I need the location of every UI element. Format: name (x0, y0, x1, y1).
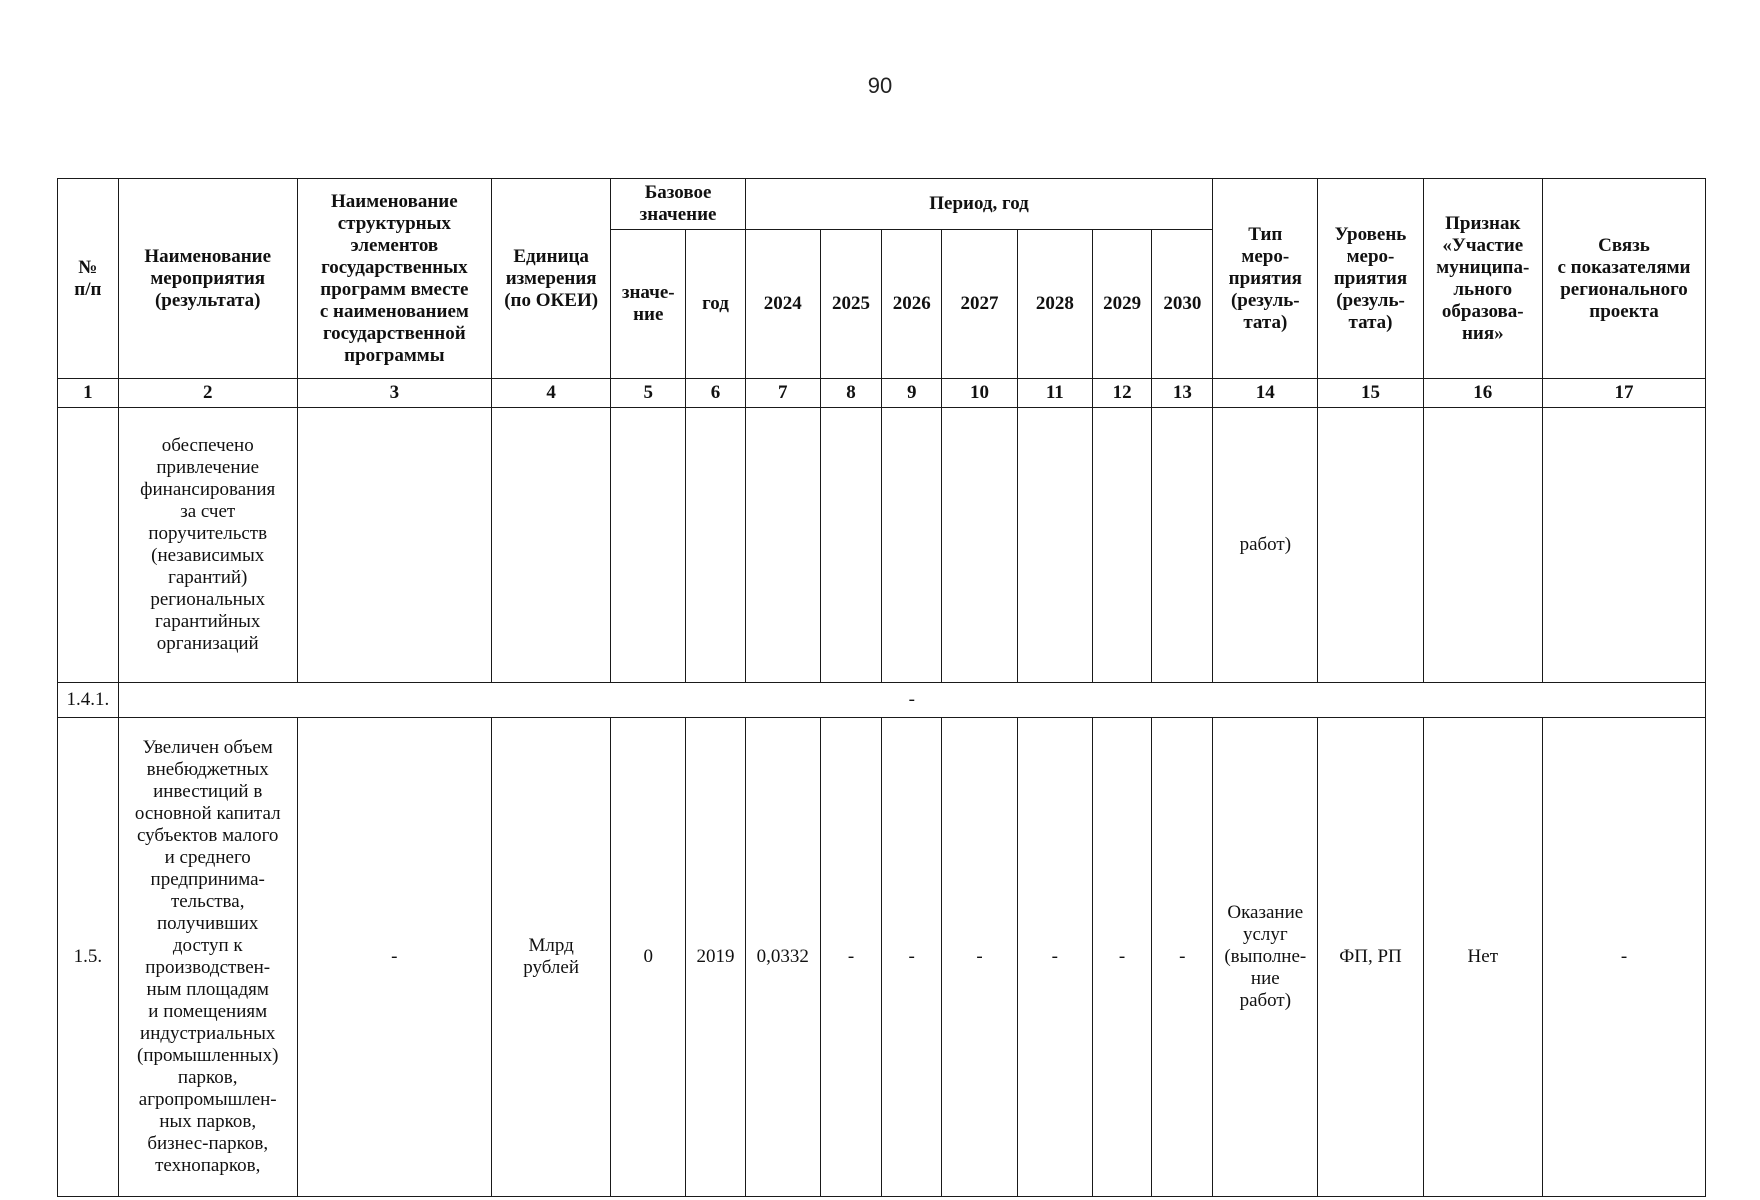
cell-2025 (820, 408, 882, 683)
cell-2024: 0,0332 (745, 718, 820, 1197)
cell-num: 1.4.1. (58, 683, 119, 718)
cell-feature: Нет (1423, 718, 1542, 1197)
header-year-2028: 2028 (1017, 230, 1092, 379)
cell-level (1318, 408, 1423, 683)
column-number: 17 (1542, 379, 1705, 408)
column-number: 1 (58, 379, 119, 408)
cell-2030: - (1152, 718, 1213, 1197)
table-row-1-4-1 (58, 683, 1706, 718)
header-base-year: год (686, 230, 746, 379)
column-number: 6 (686, 379, 746, 408)
column-number: 12 (1092, 379, 1152, 408)
header-link: Связь с показателями регионального проекта (1542, 179, 1705, 379)
cell-2028 (1017, 408, 1092, 683)
column-number: 15 (1318, 379, 1423, 408)
header-year-2029: 2029 (1092, 230, 1152, 379)
cell-2027: - (942, 718, 1018, 1197)
cell-base-value: 0 (611, 718, 686, 1197)
header-level: Уровень меро- приятия (резуль- тата) (1318, 179, 1423, 379)
table-row-continued (58, 408, 1706, 683)
header-year-2024: 2024 (745, 230, 820, 379)
header-type: Тип меро- приятия (резуль- тата) (1213, 179, 1318, 379)
cell-num (58, 408, 119, 683)
header-base: Базовое значение (611, 179, 746, 230)
header-base-value: значе- ние (611, 230, 686, 379)
cell-feature (1423, 408, 1542, 683)
header-name: Наименование мероприятия (результата) (118, 179, 297, 379)
column-number: 14 (1213, 379, 1318, 408)
cell-base-year (686, 408, 746, 683)
cell-2029 (1092, 408, 1152, 683)
cell-type: работ) (1213, 408, 1318, 683)
header-year-2025: 2025 (820, 230, 882, 379)
header-year-2030: 2030 (1152, 230, 1213, 379)
cell-unit (491, 408, 610, 683)
header-year-2027: 2027 (942, 230, 1018, 379)
header-unit: Единица измерения (по ОКЕИ) (491, 179, 610, 379)
column-number: 7 (745, 379, 820, 408)
header-period: Период, год (745, 179, 1212, 230)
cell-base-value (611, 408, 686, 683)
cell-2030 (1152, 408, 1213, 683)
column-number: 11 (1017, 379, 1092, 408)
cell-unit: Млрд рублей (491, 718, 610, 1197)
cell-structural (297, 408, 491, 683)
header-num: № п/п (58, 179, 119, 379)
cell-name: Увеличен объем внебюджетных инвестиций в основной капитал субъектов малого и среднего предпринима- тельства, получивших доступ к производствен- ным площадям и помещениям индустриальных (промышленных) парков, агропромышлен- ных парков, бизнес-парков, технопарков, (118, 718, 297, 1197)
column-number: 13 (1152, 379, 1213, 408)
cell-base-year: 2019 (686, 718, 746, 1197)
column-numbers-row (58, 379, 1706, 408)
cell-2026: - (882, 718, 942, 1197)
header-year-2026: 2026 (882, 230, 942, 379)
header-row (58, 179, 1706, 230)
cell-link (1542, 408, 1705, 683)
header-structural: Наименование структурных элементов государственных программ вместе с наименованием государственной программы (297, 179, 491, 379)
measures-table (57, 178, 1706, 1197)
cell-2026 (882, 408, 942, 683)
cell-level: ФП, РП (1318, 718, 1423, 1197)
cell-link: - (1542, 718, 1705, 1197)
column-number: 5 (611, 379, 686, 408)
column-number: 2 (118, 379, 297, 408)
header-feature: Признак «Участие муниципа- льного образова- ния» (1423, 179, 1542, 379)
cell-merged: - (118, 683, 1705, 718)
column-number: 10 (942, 379, 1018, 408)
cell-2024 (745, 408, 820, 683)
cell-name: обеспечено привлечение финансирования за счет поручительств (независимых гарантий) региональных гарантийных организаций (118, 408, 297, 683)
column-number: 3 (297, 379, 491, 408)
cell-2028: - (1017, 718, 1092, 1197)
cell-structural: - (297, 718, 491, 1197)
cell-num: 1.5. (58, 718, 119, 1197)
cell-type: Оказание услуг (выполне- ние работ) (1213, 718, 1318, 1197)
column-number: 9 (882, 379, 942, 408)
cell-2027 (942, 408, 1018, 683)
cell-2025: - (820, 718, 882, 1197)
page-number: 90 (867, 73, 893, 98)
column-number: 8 (820, 379, 882, 408)
table-row-1-5 (58, 718, 1706, 1197)
column-number: 16 (1423, 379, 1542, 408)
column-number: 4 (491, 379, 610, 408)
cell-2029: - (1092, 718, 1152, 1197)
